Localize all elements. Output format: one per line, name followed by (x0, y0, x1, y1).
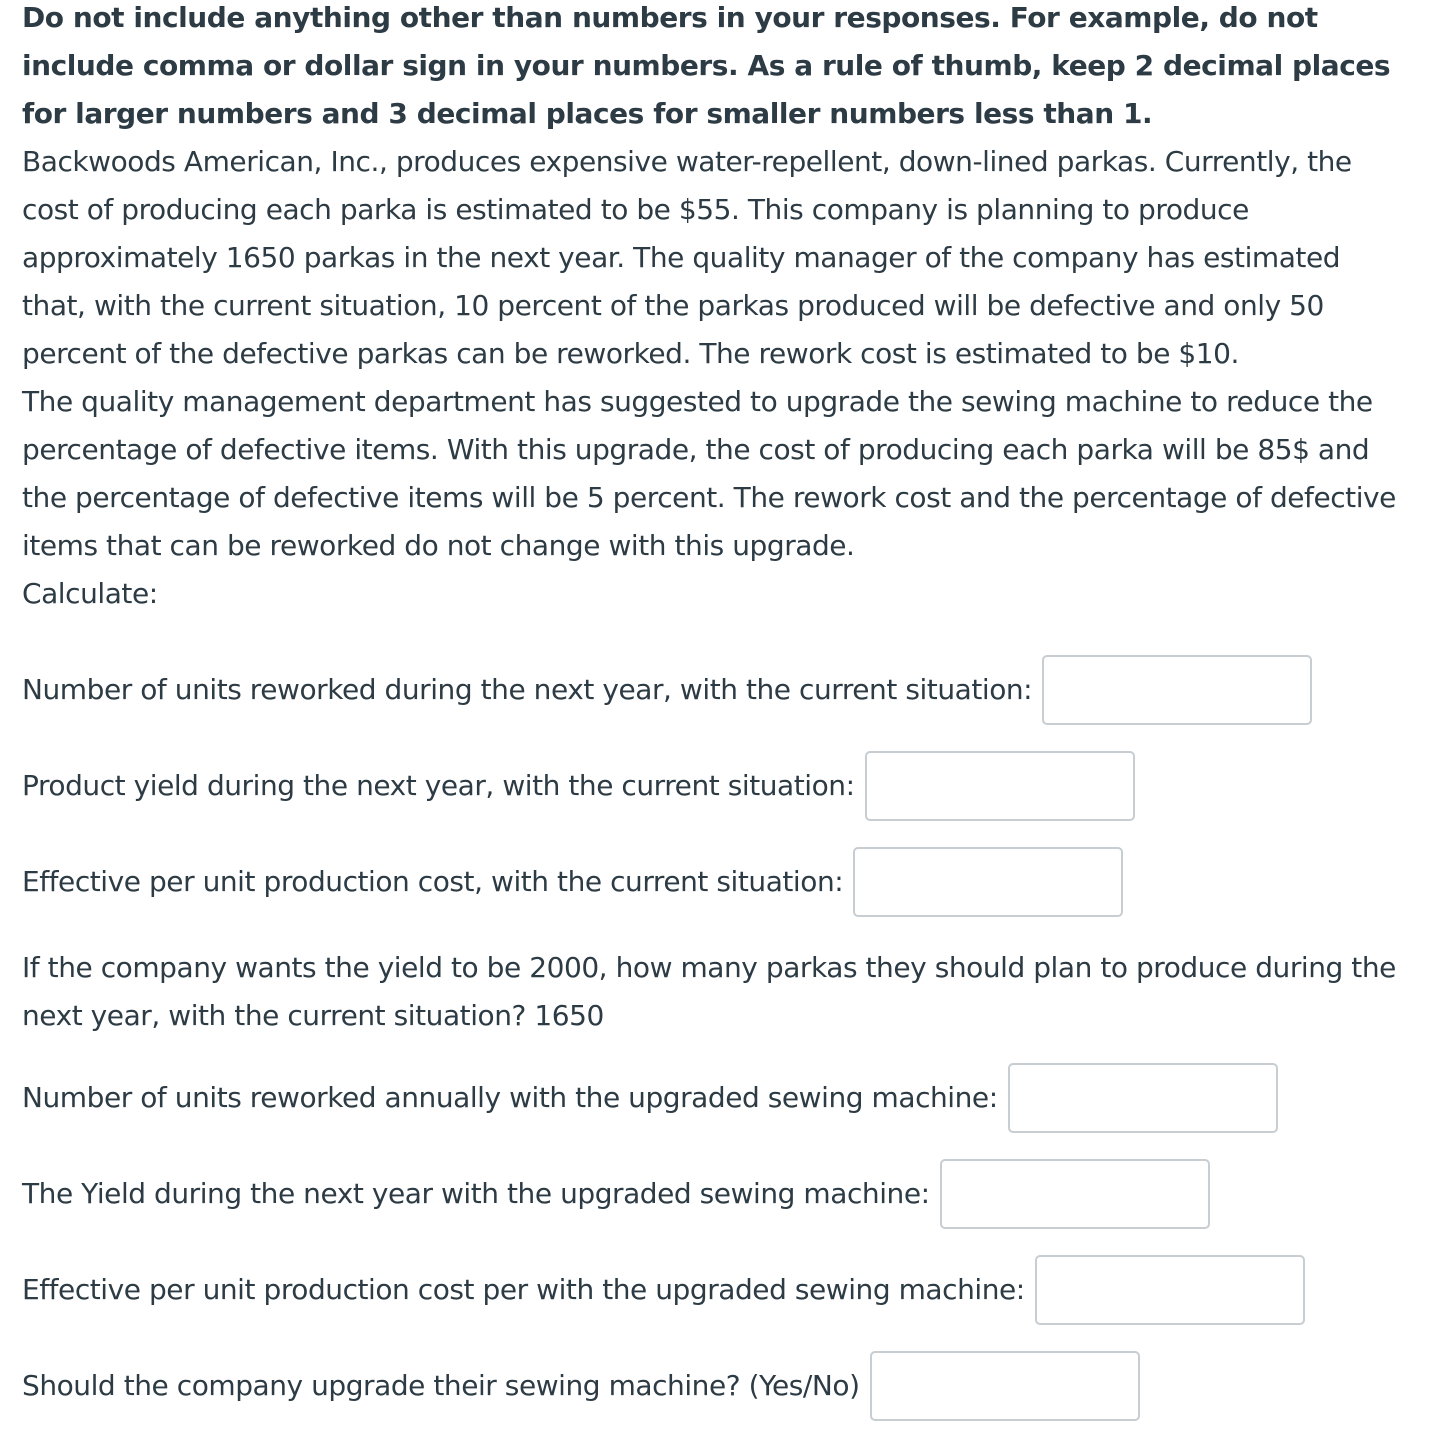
calculate-label: Calculate: (22, 577, 158, 610)
question-row-units-reworked-upgraded (22, 1050, 1412, 1146)
question-row-should-upgrade (22, 1338, 1412, 1434)
question-label: Effective per unit production cost, with the current situation: (22, 865, 844, 898)
answer-input-cost-upgraded[interactable] (1035, 1255, 1305, 1325)
question-label: Should the company upgrade their sewing machine? (Yes/No) (22, 1369, 860, 1402)
question-row-yield-current (22, 738, 1412, 834)
answer-input-should-upgrade[interactable] (870, 1351, 1140, 1421)
question-row-units-reworked-current (22, 642, 1412, 738)
question-label: Product yield during the next year, with the current situation: (22, 769, 855, 802)
answer-input-units-reworked-current[interactable] (1042, 655, 1312, 725)
problem-paragraph-1: Backwoods American, Inc., produces expensive water-repellent, down-lined parkas. Currently, the cost of producing each parka is estimated to be $55. This company is planning to produce approximately 1650 parkas in the next year. The quality manager of the company has estimated that, with the current situation, 10 percent of the parkas produced will be defective and only 50 percent of the defective parkas can be reworked. The rework cost is estimated to be $10. (22, 145, 1352, 370)
instructions-text: Do not include anything other than numbers in your responses. For example, do not include comma or dollar sign in your numbers. As a rule of thumb, keep 2 decimal places for larger numbers and 3 decimal places for smaller numbers less than 1. (22, 1, 1391, 130)
problem-paragraph-2: The quality management department has suggested to upgrade the sewing machine to reduce the percentage of defective items. With this upgrade, the cost of producing each parka will be 85$ and the percentage of defective items will be 5 percent. The rework cost and the percentage of defective items that can be reworked do not change with this upgrade. (22, 385, 1396, 562)
question-label: Number of units reworked during the next year, with the current situation: (22, 673, 1033, 706)
question-row-cost-current (22, 834, 1412, 930)
question-label: Effective per unit production cost per with the upgraded sewing machine: (22, 1273, 1025, 1306)
question-row-cost-upgraded (22, 1242, 1412, 1338)
answer-input-yield-current[interactable] (865, 751, 1135, 821)
answer-input-yield-upgraded[interactable] (940, 1159, 1210, 1229)
question-label: The Yield during the next year with the upgraded sewing machine: (22, 1177, 930, 1210)
answer-input-cost-current[interactable] (853, 847, 1123, 917)
answer-input-units-reworked-upgraded[interactable] (1008, 1063, 1278, 1133)
question-row-yield-upgraded (22, 1146, 1412, 1242)
question-label: Number of units reworked annually with the upgraded sewing machine: (22, 1081, 998, 1114)
question-yield-2000-text: If the company wants the yield to be 2000, how many parkas they should plan to produce during the next year, with the current situation? 1650 (22, 951, 1396, 1032)
